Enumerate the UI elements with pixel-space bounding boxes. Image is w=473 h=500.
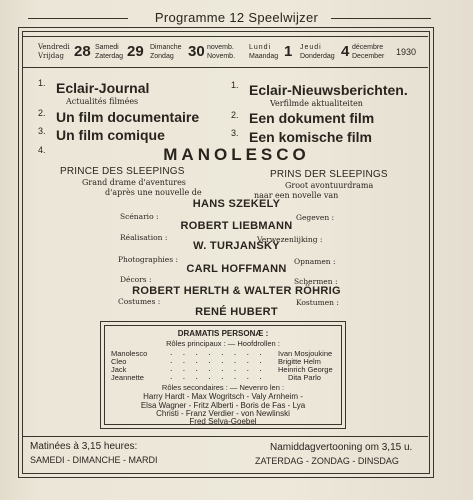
day-number: 4: [341, 43, 350, 60]
day-fr: Lundi: [249, 44, 272, 51]
day-number: 28: [74, 43, 91, 60]
program-title-fr: Eclair-Journal: [56, 80, 150, 96]
day-number: 1: [284, 43, 293, 60]
cast-role: Jeannette: [111, 373, 144, 382]
program-number: 2.: [231, 110, 239, 120]
credit-label-fr: Décors :: [120, 275, 152, 284]
credit-label-fr: Réalisation :: [120, 233, 168, 242]
footer-fr-days: SAMEDI - DIMANCHE - MARDI: [30, 455, 158, 465]
month-nl: December: [352, 53, 385, 60]
cast-dots: . . . . . . . .: [170, 356, 266, 365]
credit-label-nl: Opnamen :: [294, 257, 336, 266]
feature-title: MANOLESCO: [163, 145, 310, 164]
program-title-nl: Een komische film: [249, 129, 372, 145]
cast-secondary-line: Fred Selva-Goebel: [189, 417, 257, 426]
program-number: 4.: [38, 145, 46, 155]
cast-secondary-line: Christi - Franz Verdier - von Newlinski: [156, 409, 290, 418]
program-number: 2.: [38, 108, 46, 118]
month-nl: Novemb.: [207, 53, 236, 60]
credit-label-nl: Verwezenlijking :: [257, 235, 323, 244]
feature-fr-subtitle: d'après une nouvelle de: [105, 188, 202, 197]
cast-principal-label: Rôles principaux : — Hoofdrollen :: [166, 339, 280, 348]
credit-label-nl: Schermen :: [294, 277, 338, 286]
year: 1930: [396, 47, 417, 57]
month-fr: novemb.: [207, 44, 234, 51]
feature-fr-subtitle: Grand drame d'aventures: [82, 178, 186, 187]
month-fr: décembre: [352, 44, 384, 51]
cast-secondary-label: Rôles secondaires : — Nevenro len :: [161, 383, 285, 392]
feature-nl-subtitle: Groot avontuurdrama: [285, 181, 374, 190]
program-number: 1.: [231, 80, 239, 90]
credit-label-fr: Costumes :: [118, 297, 161, 306]
program-title-nl: Een dokument film: [249, 110, 375, 126]
feature-nl-subtitle: naar een novelle van: [254, 191, 339, 200]
footer-fr-label: Matinées à 3,15 heures:: [30, 441, 138, 452]
cast-dots: . . . . . . . .: [170, 372, 266, 381]
day-nl: Zaterdag: [95, 53, 124, 60]
credit-label-fr: Scénario :: [120, 212, 159, 221]
credit-label-nl: Kostumen :: [296, 298, 339, 307]
program-title-fr: Un film comique: [56, 127, 165, 143]
cast-role: Jack: [111, 365, 127, 374]
credit-label-fr: Photographies :: [118, 255, 179, 264]
program-title-fr: Un film documentaire: [56, 109, 200, 125]
cast-dots: . . . . . . . .: [170, 364, 266, 373]
program-number: 3.: [38, 126, 46, 136]
day-number: 29: [127, 43, 144, 60]
cast-actor: Dita Parlo: [288, 373, 321, 382]
feature-fr-title: PRINCE DES SLEEPINGS: [60, 166, 185, 177]
footer-divider: [22, 436, 428, 437]
program-number: 3.: [231, 128, 239, 138]
day-nl: Zondag: [150, 53, 174, 60]
cast-secondary-line: Elsa Wagner - Fritz Alberti - Boris de Fas - Lya: [140, 401, 306, 410]
cast-actor: Brigitte Helm: [278, 357, 321, 366]
program-subtitle-fr: Actualités filmées: [66, 97, 139, 106]
credit-name: ROBERT LIEBMANN: [180, 220, 293, 232]
cast-heading: DRAMATIS PERSONÆ :: [177, 329, 269, 338]
day-fr: Samedi: [95, 44, 119, 51]
program-title-nl: Eclair-Nieuwsberichten.: [249, 82, 408, 98]
credit-name: ROBERT HERLTH & WALTER RÖHRIG: [132, 285, 341, 297]
day-nl: Maandag: [249, 53, 279, 60]
day-nl: Vrijdag: [38, 52, 64, 60]
day-fr: Dimanche: [150, 44, 182, 51]
day-fr: Vendredi: [38, 43, 70, 51]
program-subtitle-nl: Verfilmde aktualiteiten: [270, 99, 363, 108]
credit-label-nl: Gegeven :: [296, 213, 335, 222]
credit-name: W. TURJANSKY: [193, 240, 280, 252]
feature-nl-title: PRINS DER SLEEPINGS: [270, 169, 388, 180]
credit-name: CARL HOFFMANN: [186, 263, 287, 275]
cast-secondary-line: Harry Hardt - Max Wogritsch - Valy Arnheim -: [143, 392, 303, 401]
day-fr: Jeudi: [300, 44, 322, 51]
day-nl: Donderdag: [300, 53, 335, 60]
feature-author: HANS SZEKELY: [192, 198, 281, 210]
footer-nl-days: ZATERDAG - ZONDAG - DINSDAG: [255, 456, 399, 466]
program-number: 1.: [38, 78, 46, 88]
day-number: 30: [188, 43, 205, 60]
cast-role: Cleo: [111, 357, 127, 366]
footer-nl-label: Namiddagvertooning om 3,15 u.: [270, 442, 413, 453]
cast-dots: . . . . . . . .: [170, 348, 266, 357]
cast-actor: Heinrich George: [278, 365, 333, 374]
cast-role: Manolesco: [111, 349, 148, 358]
credit-name: RENÉ HUBERT: [195, 306, 278, 318]
page-title: Programme 12 Speelwijzer: [0, 10, 473, 25]
cast-actor: Ivan Mosjoukine: [278, 349, 333, 358]
